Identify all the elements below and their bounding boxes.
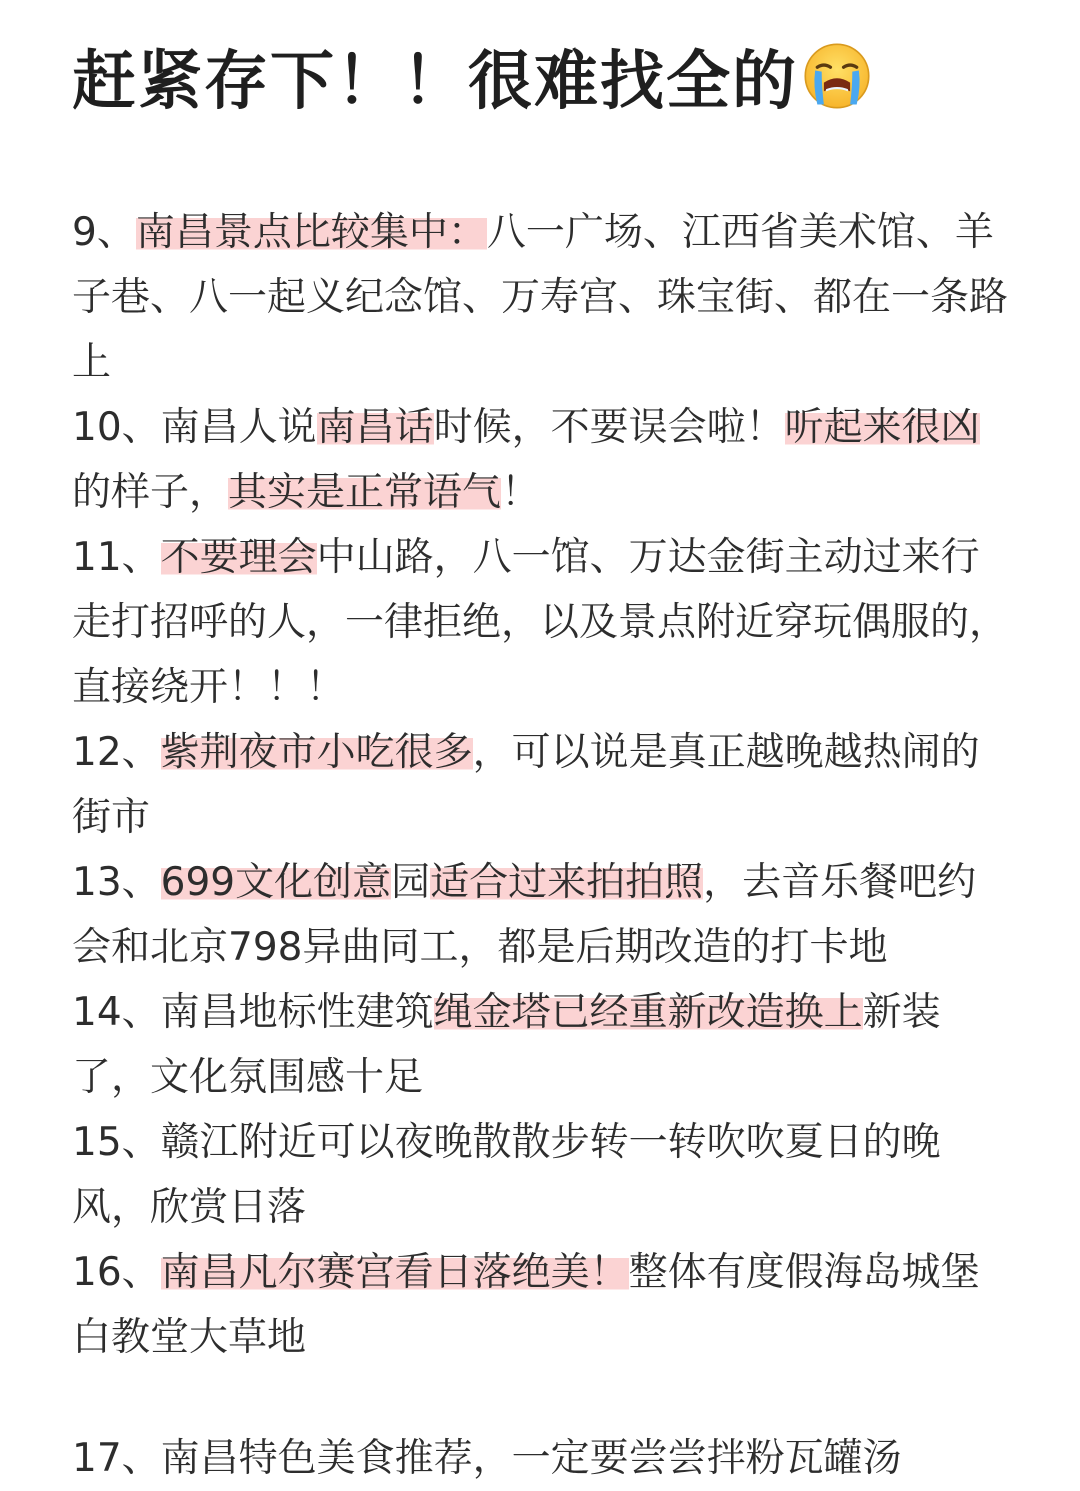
tip-item <box>72 395 1008 525</box>
highlighted-text: 紫荆夜市小吃很多 <box>160 730 473 775</box>
tip-text: 时候，不要误会啦！ <box>433 405 785 450</box>
tip-text: 整体有度假海岛城堡白教堂大草地 <box>72 1250 980 1360</box>
highlighted-text: 南昌景点比较集中： <box>135 210 487 255</box>
tips-list <box>72 200 1008 1370</box>
highlighted-text: 绳金塔已经重新改造换上 <box>433 990 863 1035</box>
highlighted-text: 适合过来拍拍照 <box>430 860 704 905</box>
tip-text: 八一广场、江西省美术馆、羊子巷、八一起义纪念馆、万寿宫、珠宝街、都在一条路上 <box>72 210 1009 385</box>
tip-text: 12、 <box>72 730 161 775</box>
tip-text: ，去音乐餐吧约会和北京798异曲同工，都是后期改造的打卡地 <box>72 860 977 970</box>
highlighted-text: 699文化创意 <box>160 860 392 905</box>
cutoff-line-text: 17、南昌特色美食推荐，一定要尝尝拌粉瓦罐汤 <box>72 1436 902 1481</box>
tip-item <box>72 200 1008 395</box>
tip-item <box>72 525 1008 720</box>
tip-text: 10、南昌人说 <box>72 405 317 450</box>
tip-text: 14、南昌地标性建筑 <box>72 990 434 1035</box>
tip-item <box>72 1110 1008 1240</box>
highlighted-text: 不要理会 <box>160 535 317 580</box>
tip-item <box>72 720 1008 850</box>
tip-text: 的样子， <box>72 470 229 515</box>
tip-text: ，可以说是真正越晚越热闹的街市 <box>72 730 980 840</box>
tip-text: 13、 <box>72 860 161 905</box>
tip-text: 16、 <box>72 1250 161 1295</box>
highlighted-text: 其实是正常语气 <box>228 470 502 515</box>
tip-text: ！ <box>501 470 541 515</box>
highlighted-text: 南昌话 <box>316 405 434 450</box>
page-title <box>72 36 872 128</box>
tip-item <box>72 850 1008 980</box>
tip-item <box>72 1240 1008 1370</box>
highlighted-text: 南昌凡尔赛宫看日落绝美！ <box>160 1250 629 1295</box>
tip-item <box>72 980 1008 1110</box>
tip-text: 15、赣江附近可以夜晚散散步转一转吹吹夏日的晚风，欣赏日落 <box>72 1120 941 1230</box>
tip-text: 园 <box>391 860 431 905</box>
tip-text: 9、 <box>72 210 136 255</box>
title-text: 赶紧存下！！很难找全的 <box>72 45 798 119</box>
highlighted-text: 听起来很凶 <box>784 405 980 450</box>
tip-text: 新装了，文化氛围感十足 <box>72 990 941 1100</box>
cutoff-line-strip <box>0 1408 1080 1481</box>
tip-text: 中山路，八一馆、万达金街主动过来行走打招呼的人，一律拒绝，以及景点附近穿玩偶服的，直接绕开！！！ <box>72 535 1009 710</box>
tip-text: 11、 <box>72 535 161 580</box>
loudly-crying-face-icon <box>802 41 872 111</box>
